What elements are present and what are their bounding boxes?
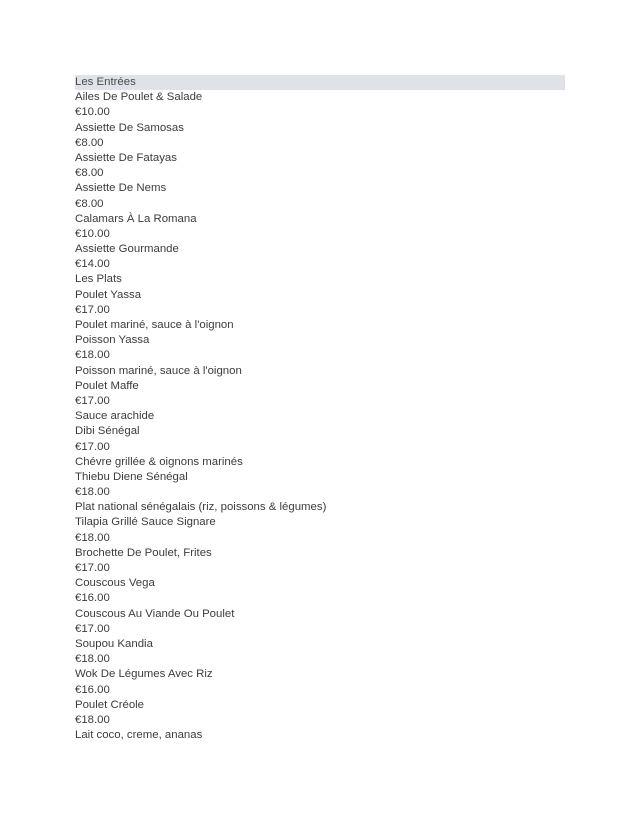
dish-price: €18.00 bbox=[75, 713, 110, 726]
menu-document bbox=[75, 75, 565, 743]
dish-description: Poulet mariné, sauce à l'oignon bbox=[75, 319, 234, 331]
section-heading-entrees[interactable]: Les Entrées bbox=[75, 75, 565, 90]
dish-description: Lait coco, creme, ananas bbox=[75, 729, 203, 742]
dish-name: Thiebu Diene Sénégal bbox=[75, 470, 188, 483]
dish-price: €8.00 bbox=[75, 167, 104, 180]
dish-name: Dibi Sénégal bbox=[75, 425, 140, 438]
dish-name: Poulet Créole bbox=[75, 698, 145, 711]
dish-price: €17.00 bbox=[75, 303, 110, 316]
dish-name: Assiette Gourmande bbox=[75, 243, 179, 256]
dish-price: €17.00 bbox=[75, 394, 110, 407]
section-heading-plats: Les Plats bbox=[75, 273, 122, 286]
dish-price: €8.00 bbox=[75, 197, 104, 210]
dish-price: €16.00 bbox=[75, 683, 110, 696]
dish-price: €10.00 bbox=[75, 106, 110, 119]
dish-price: €17.00 bbox=[75, 562, 110, 574]
dish-description: Sauce arachide bbox=[75, 410, 155, 423]
dish-price: €18.00 bbox=[75, 653, 110, 666]
dish-name: Poisson Yassa bbox=[75, 334, 150, 347]
dish-name: Ailes De Poulet & Salade bbox=[75, 91, 203, 104]
dish-price: €18.00 bbox=[75, 486, 110, 499]
dish-price: €16.00 bbox=[75, 592, 110, 605]
dish-price: €10.00 bbox=[75, 227, 110, 240]
dish-name: Poulet Yassa bbox=[75, 288, 142, 301]
dish-description: Poisson mariné, sauce à l'oignon bbox=[75, 364, 242, 377]
dish-price: €14.00 bbox=[75, 258, 110, 271]
dish-price: €8.00 bbox=[75, 136, 104, 149]
dish-name: Calamars À La Romana bbox=[75, 212, 197, 225]
dish-name: Soupou Kandia bbox=[75, 637, 153, 650]
dish-name: Couscous Vega bbox=[75, 577, 155, 590]
dish-name: Poulet Maffe bbox=[75, 379, 139, 392]
dish-price: €17.00 bbox=[75, 622, 110, 635]
dish-price: €17.00 bbox=[75, 440, 110, 453]
dish-name: Tilapia Grillé Sauce Signare bbox=[75, 516, 216, 529]
dish-description: Chévre grillée & oignons marinés bbox=[75, 455, 243, 468]
dish-price: €18.00 bbox=[75, 349, 110, 362]
dish-name: Wok De Légumes Avec Riz bbox=[75, 668, 213, 681]
dish-name: Assiette De Samosas bbox=[75, 121, 184, 134]
dish-description: Plat national sénégalais (riz, poissons & légumes) bbox=[75, 501, 327, 514]
dish-price: €18.00 bbox=[75, 531, 110, 544]
dish-name: Brochette De Poulet, Frites bbox=[75, 546, 212, 559]
dish-name: Assiette De Nems bbox=[75, 182, 167, 195]
dish-name: Couscous Au Viande Ou Poulet bbox=[75, 607, 235, 620]
dish-name: Assiette De Fatayas bbox=[75, 151, 177, 164]
